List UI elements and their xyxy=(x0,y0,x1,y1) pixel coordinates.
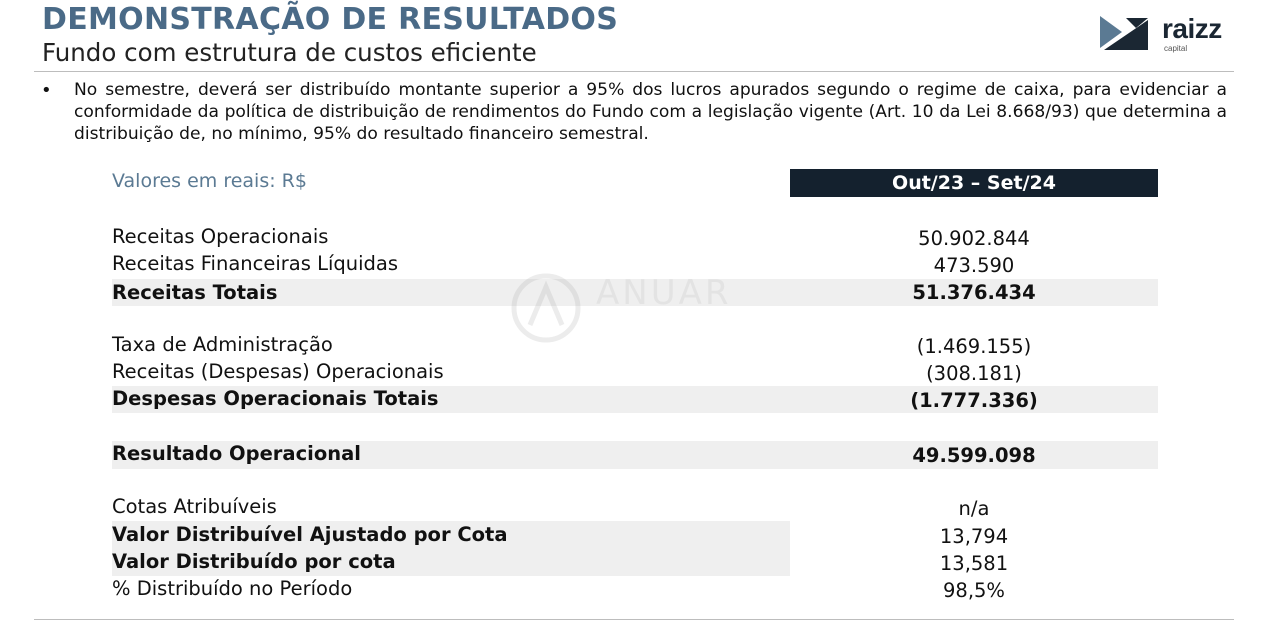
row-value: (308.181) xyxy=(926,362,1022,385)
row-label-total: Despesas Operacionais Totais xyxy=(112,387,439,410)
row-value: 473.590 xyxy=(933,254,1015,277)
watermark-logo-icon xyxy=(508,273,584,343)
row-value: 98,5% xyxy=(943,579,1005,602)
row-label: Taxa de Administração xyxy=(112,333,333,356)
row-value-total: (1.777.336) xyxy=(910,389,1038,412)
raizz-logo xyxy=(1100,14,1235,54)
row-label-total: Resultado Operacional xyxy=(112,442,361,465)
header-divider xyxy=(34,71,1234,72)
row-value: n/a xyxy=(958,497,990,520)
raizz-logo-icon xyxy=(1100,16,1152,52)
row-label: Receitas Operacionais xyxy=(112,225,329,248)
row-value: 50.902.844 xyxy=(918,227,1030,250)
row-value-total: 51.376.434 xyxy=(912,281,1036,304)
bullet-paragraph: No semestre, deverá ser distribuído montante superior a 95% dos lucros apurados segundo o regime de caixa, para evidenciar a conformidade da política de distribuição de rendimentos do Fundo com a legislação vigente (Art. 10 da Lei 8.668/93) que determina a distribuição de, no mínimo, 95% do resultado financeiro semestral. xyxy=(74,80,1227,144)
row-value: 13,581 xyxy=(939,552,1009,575)
watermark xyxy=(508,273,738,343)
watermark-text: ANUAR xyxy=(596,273,732,313)
row-label-total: Receitas Totais xyxy=(112,281,278,304)
footer-divider xyxy=(34,619,1234,620)
row-label-bold: Valor Distribuível Ajustado por Cota xyxy=(112,523,508,546)
row-label: Receitas Financeiras Líquidas xyxy=(112,252,399,275)
row-label: Receitas (Despesas) Operacionais xyxy=(112,360,444,383)
logo-wordmark: raizz xyxy=(1162,13,1222,44)
row-label-bold: Valor Distribuído por cota xyxy=(112,550,396,573)
bullet-icon: • xyxy=(41,80,52,101)
logo-subtext: capital xyxy=(1164,44,1188,53)
page-title: DEMONSTRAÇÃO DE RESULTADOS xyxy=(42,2,619,37)
row-value: (1.469.155) xyxy=(916,335,1032,358)
row-label: % Distribuído no Período xyxy=(112,577,353,600)
row-value: 13,794 xyxy=(939,525,1009,548)
page-subtitle: Fundo com estrutura de custos eficiente xyxy=(42,38,537,67)
units-label: Valores em reais: R$ xyxy=(112,170,307,192)
row-value-total: 49.599.098 xyxy=(912,444,1036,467)
period-header: Out/23 – Set/24 xyxy=(790,169,1158,197)
row-label: Cotas Atribuíveis xyxy=(112,495,277,518)
